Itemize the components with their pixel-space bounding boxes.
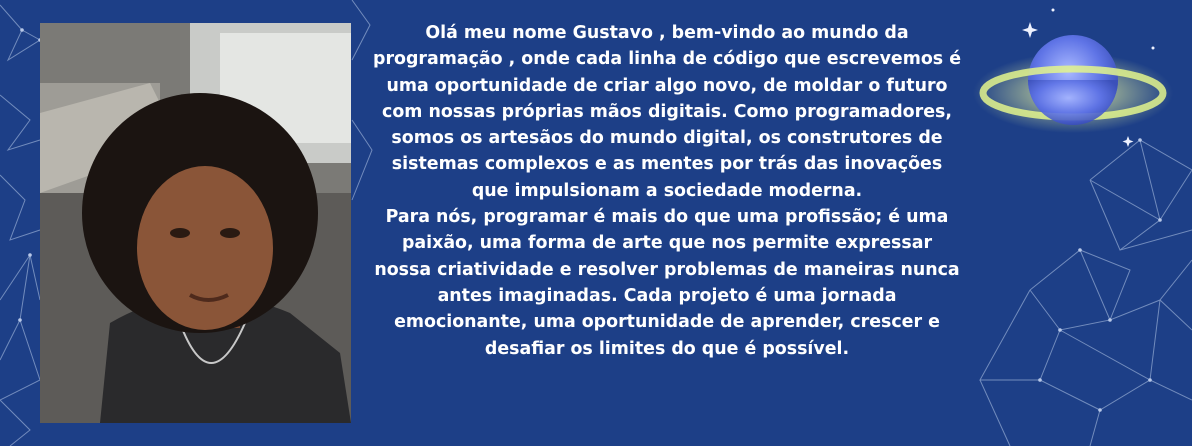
planet-icon [968,8,1178,168]
profile-photo [40,23,351,423]
intro-paragraph-2: Para nós, programar é mais do que uma profissão; é uma paixão, uma forma de arte que nos permite expressar nossa criatividade e resolver problemas de maneiras nunca antes imaginadas. Cada projeto é uma jornada emocionante, uma oportunidade de aprender, crescer e desafiar os limites do que é possível. [374,207,960,359]
intro-text [372,20,962,362]
intro-paragraph-1: Olá meu nome Gustavo , bem-vindo ao mundo da programação , onde cada linha de código que escrevemos é uma oportunidade de criar algo novo, de moldar o futuro com nossas próprias mãos digitais. Como programadores, somos os artesãos do mundo digital, os construtores de sistemas complexos e as mentes por trás das inovações que impulsionam a sociedade moderna. [373,23,961,201]
